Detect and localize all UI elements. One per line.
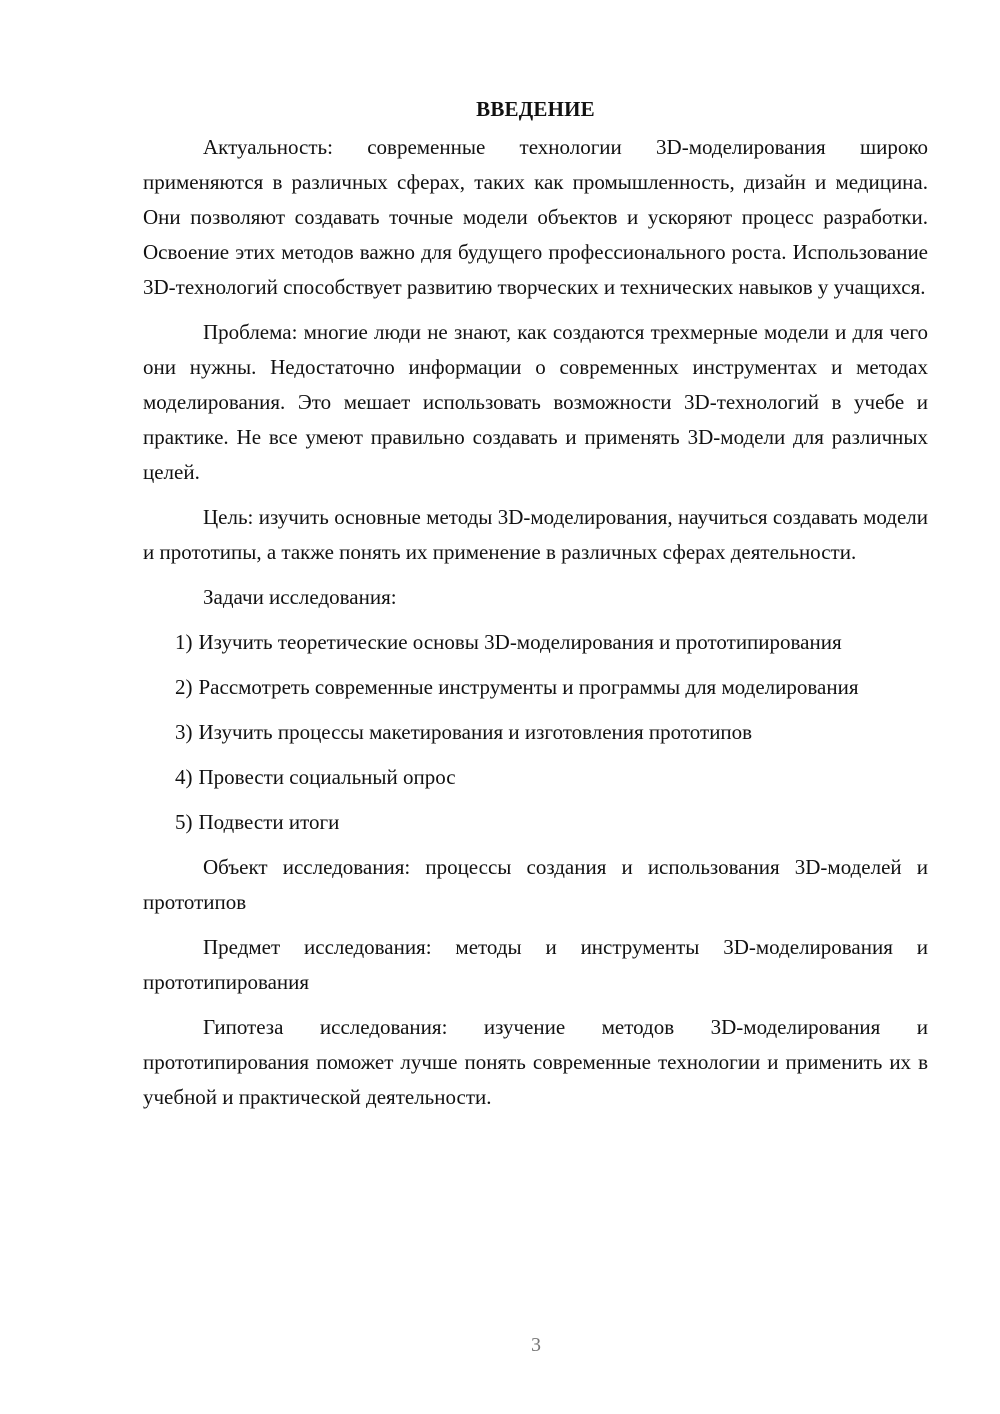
list-item-number: 4): [175, 765, 193, 789]
paragraph-object: Объект исследования: процессы создания и использования 3D-моделей и прототипов: [143, 855, 928, 914]
paragraph-hypothesis: Гипотеза исследования: изучение методов 3D-моделирования и прототипирования поможет лучше понять современные технологии и применить их в учебной и практической деятельности.: [143, 1015, 928, 1109]
list-item: [143, 715, 928, 750]
paragraph-subject: Предмет исследования: методы и инструменты 3D-моделирования и прототипирования: [143, 935, 928, 994]
list-item-number: 1): [175, 630, 193, 654]
paragraph-problem: Проблема: многие люди не знают, как создаются трехмерные модели и для чего они нужны. Недостаточно информации о современных инструментах и методах моделирования. Это мешает использовать возможности 3D-технологий в учебе и практике. Не все умеют правильно создавать и применять 3D-модели для различных целей.: [143, 320, 928, 484]
list-item-number: 3): [175, 720, 193, 744]
paragraph-relevance: Актуальность: современные технологии 3D-моделирования широко применяются в различных сферах, таких как промышленность, дизайн и медицина. Они позволяют создавать точные модели объектов и ускоряют процесс разработки. Освоение этих методов важно для будущего профессионального роста. Использование 3D-технологий способствует развитию творческих и технических навыков у учащихся.: [143, 135, 928, 299]
list-item-text: Рассмотреть современные инструменты и программы для моделирования: [198, 675, 859, 699]
list-item-text: Провести социальный опрос: [198, 765, 456, 789]
list-item: [143, 760, 928, 795]
tasks-list: [143, 625, 928, 840]
list-item: [143, 670, 928, 705]
paragraph-goal: Цель: изучить основные методы 3D-моделирования, научиться создавать модели и прототипы, а также понять их применение в различных сферах деятельности.: [143, 505, 928, 564]
document-body: [143, 92, 928, 1125]
list-item: [143, 625, 928, 660]
list-item-text: Подвести итоги: [198, 810, 340, 834]
section-title: ВВЕДЕНИЕ: [476, 97, 595, 121]
page-number: 3: [531, 1334, 541, 1356]
list-item-number: 5): [175, 810, 193, 834]
list-item-number: 2): [175, 675, 193, 699]
list-item-text: Изучить теоретические основы 3D-моделирования и прототипирования: [198, 630, 842, 654]
paragraph-tasks-heading: Задачи исследования:: [203, 585, 397, 609]
list-item: [143, 805, 928, 840]
list-item-text: Изучить процессы макетирования и изготовления прототипов: [198, 720, 753, 744]
